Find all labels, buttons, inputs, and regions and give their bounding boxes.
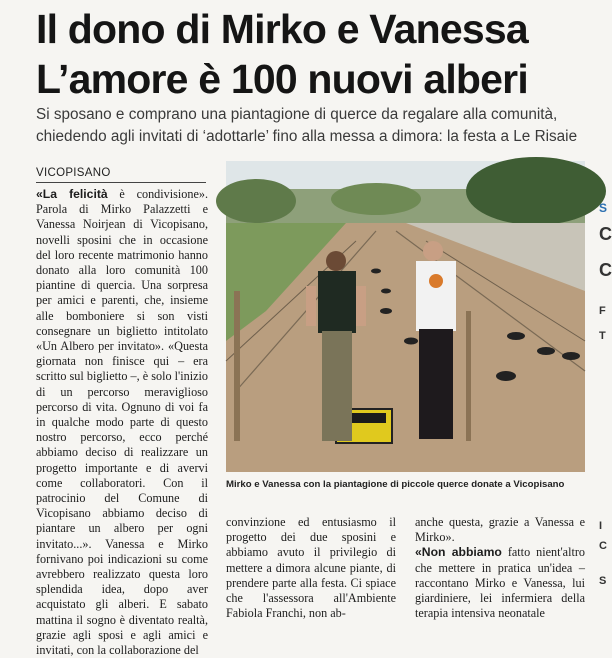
column-3-text: fatto nient'altro che mettere in pratica un'idea – raccontano Mirko e Vanessa, lui giardiniere, lei infermiera della terapia intensiva neonatale [415, 545, 586, 621]
article-column-1 [36, 187, 208, 658]
dateline: VICOPISANO [36, 167, 206, 183]
adjacent-letter: I [599, 520, 603, 532]
lead-in: «La felicità [36, 187, 108, 201]
column-1-text: è condivisione». Parola di Mirko Palazzetti e Vanessa Noirjean di Vicopisano, novelli sposini che in occasione del loro recente matrimonio hanno donato alla loro comunità 100 piantine di quercia. Una sorpresa per amici e parenti, che, insieme alle bomboniere si son visti consegnare un biglietto intitolato «Un Albero per invitato». «Questa giornata non finisce qui – era scritto sul biglietto –, è solo l'inizio di un percorso meraviglioso percorso di vita. Ognuno di voi fa in qualche modo parte di questo nostro percorso, ecco perché abbiamo deciso di realizzare un progetto importante e di avervi come collaboratori. Con il patrocinio del Comune di Vicopisano abbiamo deciso di piantare un albero per ogni invitato...». Vanessa e Mirko fornivano poi indicazioni su come avrebbero realizzato questa loro splendida idea, dopo aver acquistato gli alberi. E sabato mattina il sogno è diventato realtà, grazie agli sposi e agli amici e invitati, con la collaborazione del [36, 187, 208, 658]
article-column-3 [415, 515, 585, 621]
column-3-intro: anche questa, grazie a Vanessa e Mirko». [415, 515, 585, 545]
adjacent-letter: C [599, 260, 612, 280]
adjacent-letter: S [599, 201, 608, 215]
adjacent-letter: C [599, 540, 607, 552]
adjacent-letter: T [599, 330, 606, 342]
adjacent-letter: C [599, 224, 612, 244]
article-column-2: convinzione ed entusiasmo il progetto dei due sposini e abbiamo avuto il privilegio di mettere a dimora alcune piante, di prendere parte alla festa. Ci spiace che l'assessora all'Ambiente Fabiola Franchi, non ab- [226, 515, 396, 621]
headline-line-1: Il dono di Mirko e Vanessa [36, 6, 528, 52]
headline-line-2: L’amore è 100 nuovi alberi [36, 56, 528, 102]
subhead-line-1: Si sposano e comprano una piantagione di querce da regalare alla comunità, [36, 106, 558, 123]
adjacent-article-edge [599, 0, 612, 607]
article-photo [226, 161, 585, 472]
photo-caption: Mirko e Vanessa con la piantagione di piccole querce donate a Vicopisano [226, 479, 565, 490]
subhead-line-2: chiedendo agli invitati di ‘adottarle’ fino alla messa a dimora: la festa a Le Risaie [36, 128, 578, 145]
adjacent-letter: S [599, 575, 607, 587]
photo-illustration [226, 161, 585, 472]
headline [36, 4, 596, 104]
subhead [36, 104, 596, 148]
adjacent-letter: F [599, 305, 606, 317]
lead-in: «Non abbiamo [415, 545, 502, 560]
